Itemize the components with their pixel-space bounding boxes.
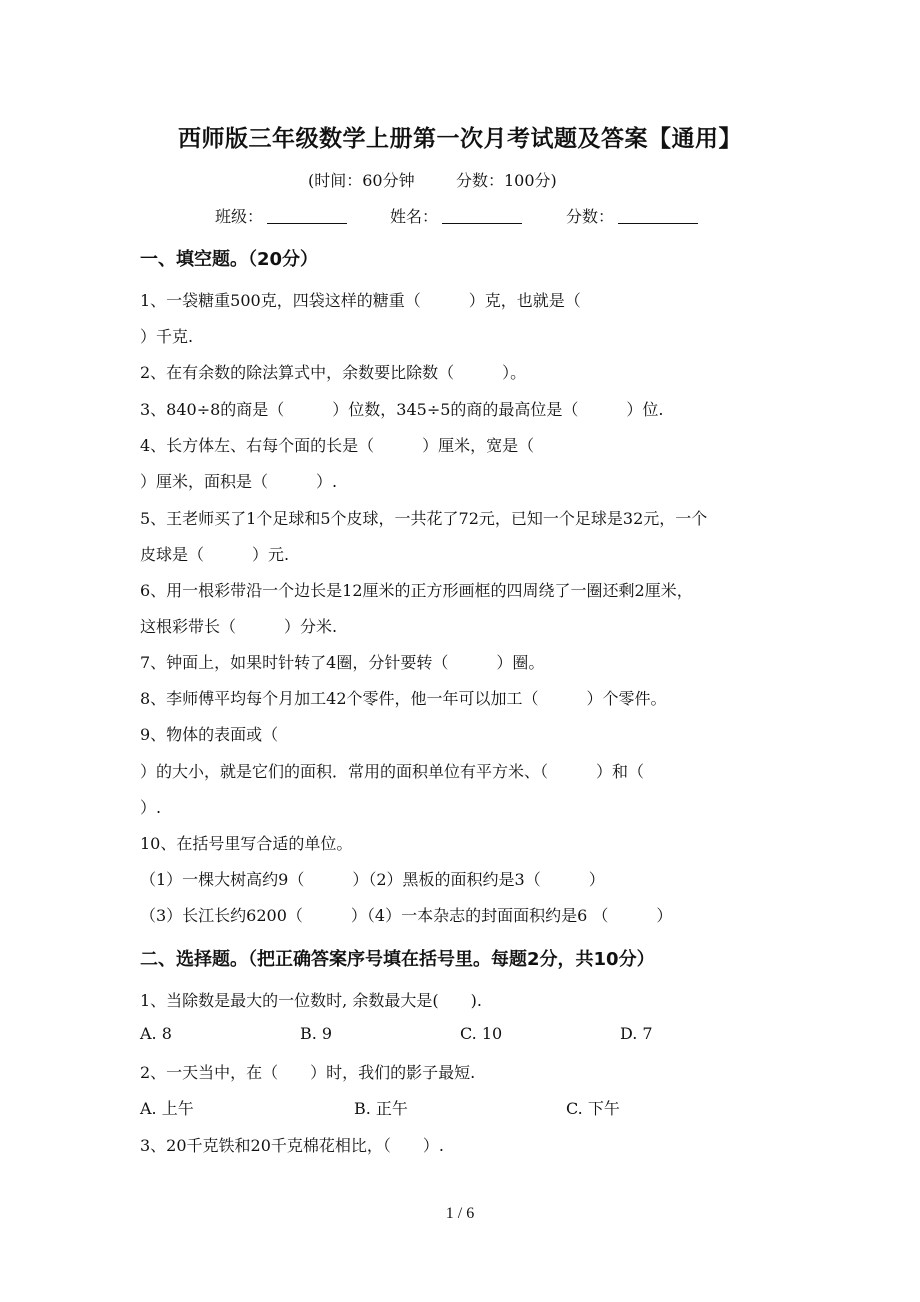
option-b: B. 正午 — [354, 1099, 408, 1118]
question-line: 皮球是（ ）元. — [140, 545, 290, 564]
exam-total-score: 分数：100分) — [456, 171, 557, 190]
option-b: B. 9 — [300, 1024, 333, 1043]
choice-question-3: 3、20千克铁和20千克棉花相比，（ ）. — [140, 1136, 444, 1155]
class-label: 班级： — [215, 207, 264, 226]
question-line: 4、长方体左、右每个面的长是（ ）厘米，宽是（ — [140, 436, 535, 455]
question-line: 10、在括号里写合适的单位。 — [140, 834, 353, 853]
section2-heading: 二、选择题。（把正确答案序号填在括号里。每题2分，共10分） — [140, 949, 655, 970]
question-line: 7、钟面上，如果时针转了4圈，分针要转（ ）圈。 — [140, 653, 545, 672]
question-line: 5、王老师买了1个足球和5个皮球，一共花了72元，已知一个足球是32元，一个 — [140, 509, 708, 528]
class-blank — [267, 209, 347, 224]
choice-question-1: 1、当除数是最大的一位数时, 余数最大是( ). — [140, 991, 482, 1010]
section1-heading: 一、填空题。（20分） — [140, 249, 319, 270]
option-c: C. 下午 — [566, 1099, 620, 1118]
question-line: ）的大小，就是它们的面积．常用的面积单位有平方米、（ ）和（ — [140, 762, 645, 781]
question-line: ）厘米，面积是（ ）. — [140, 472, 338, 491]
class-field — [215, 204, 347, 227]
option-c: C. 10 — [460, 1024, 503, 1043]
question-line: 1、一袋糖重500克，四袋这样的糖重（ ）克，也就是（ — [140, 291, 581, 310]
score-blank — [618, 209, 698, 224]
page-title: 西师版三年级数学上册第一次月考试题及答案【通用】 — [178, 126, 742, 152]
question-line: （1）一棵大树高约9（ ）（2）黑板的面积约是3（ ） — [140, 870, 605, 889]
option-a: A. 上午 — [140, 1099, 194, 1118]
question-line: 9、物体的表面或（ — [140, 725, 279, 744]
question-line: 6、用一根彩带沿一个边长是12厘米的正方形画框的四周绕了一圈还剩2厘米， — [140, 581, 693, 600]
question-line: ）千克. — [140, 327, 194, 346]
question-line: 8、李师傅平均每个月加工42个零件，他一年可以加工（ ）个零件。 — [140, 689, 667, 708]
page-number: 1 / 6 — [445, 1205, 475, 1222]
score-field — [566, 204, 698, 227]
name-field — [390, 204, 522, 227]
score-label: 分数： — [566, 207, 615, 226]
question-line: ）. — [140, 798, 162, 817]
exam-time: (时间：60分钟 — [308, 171, 415, 190]
question-line: 这根彩带长（ ）分米. — [140, 617, 338, 636]
choice-question-2: 2、一天当中，在（ ）时，我们的影子最短. — [140, 1063, 476, 1082]
option-d: D. 7 — [620, 1024, 653, 1043]
name-label: 姓名： — [390, 207, 439, 226]
option-a: A. 8 — [140, 1024, 172, 1043]
question-line: （3）长江长约6200（ ）（4）一本杂志的封面面积约是6 （ ） — [140, 906, 673, 925]
question-line: 2、在有余数的除法算式中，余数要比除数（ ）。 — [140, 363, 527, 382]
name-blank — [442, 209, 522, 224]
question-line: 3、840÷8的商是（ ）位数，345÷5的商的最高位是（ ）位. — [140, 400, 664, 419]
